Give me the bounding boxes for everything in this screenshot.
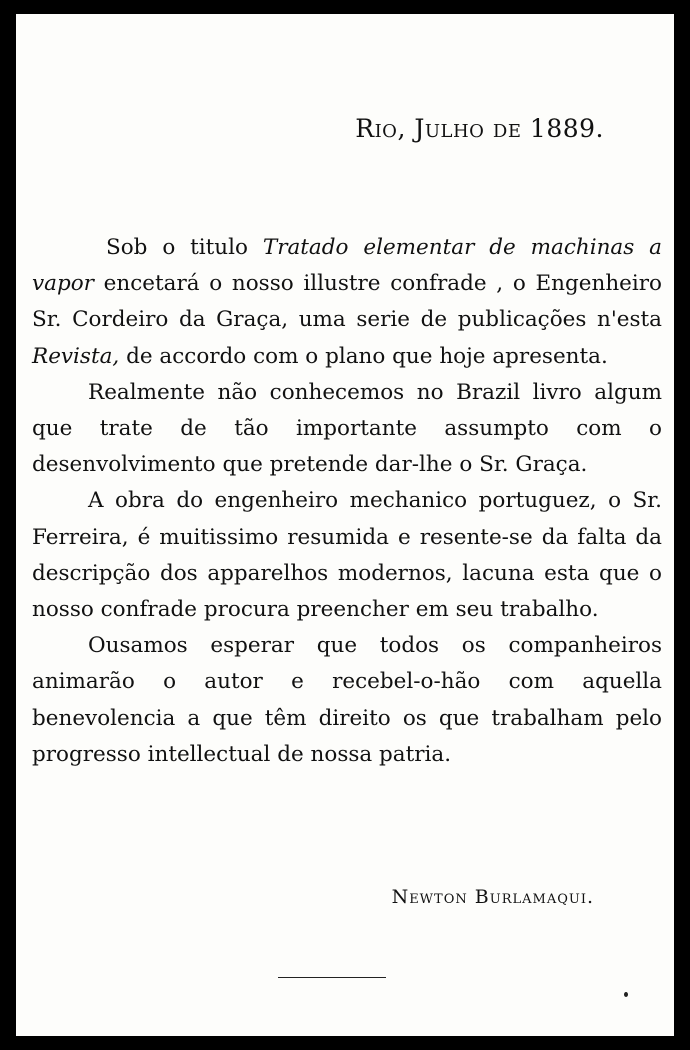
paragraph-1-tail: de accordo com o plano que hoje apresenta. [119,343,608,369]
paragraph-1 [32,230,662,375]
signature: Newton Burlamaqui. [391,886,594,908]
paragraph-1-lead: Sob o titulo [106,235,263,260]
dateline-month: Julho de [414,114,522,143]
dateline-year: 1889. [529,114,604,143]
paragraph-1-mid: encetará o nosso illustre confrade , o Engenheiro Sr. Cordeiro da Graça, uma serie de publicações n'esta [32,271,662,333]
paragraph-3: A obra do engenheiro mechanico portuguez, o Sr. Ferreira, é muitissimo resumida e resente-se da falta da descripção dos apparelhos modernos, lacuna esta que o nosso confrade procura preencher em seu trabalho. [32,488,662,623]
dateline [355,114,604,143]
print-speck [624,992,628,997]
document-page [16,14,674,1036]
book-title: Tratado elementar de machinas a vapor [32,235,662,297]
paragraph-2: Realmente não conhecemos no Brazil livro algum que trate de tão importante assumpto com o desenvolvimento que pretende dar-lhe o Sr. Graça. [32,379,662,478]
closing-rule [278,977,386,978]
paragraph-4: Ousamos esperar que todos os companheiros animarão o autor e recebel-o-hão com aquella benevolencia a que têm direito os que trabalham pelo progresso intellectual de nossa patria. [32,633,662,767]
article-body [32,230,662,773]
dateline-place: Rio, [355,114,406,143]
journal-name: Revista, [32,343,120,369]
